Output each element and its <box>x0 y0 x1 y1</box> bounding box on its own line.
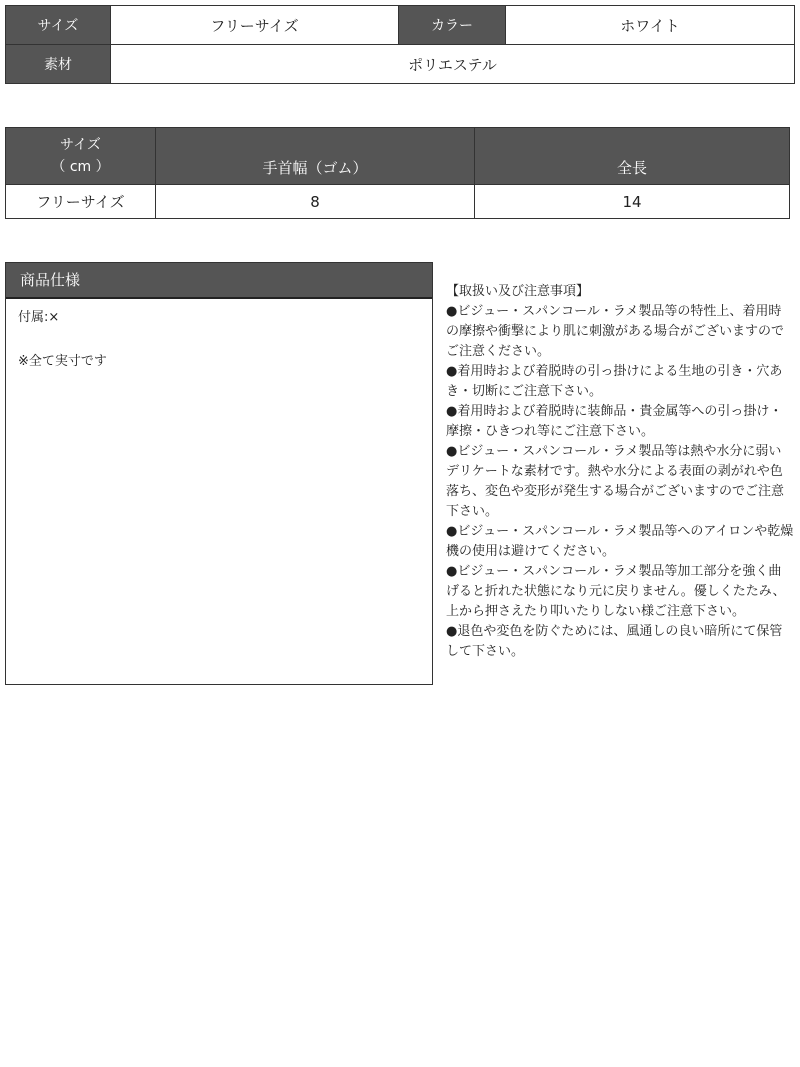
measurement-note: ※全て実寸です <box>18 354 107 369</box>
product-spec-body <box>6 299 432 407</box>
care-note-item: ●着用時および着脱時に装飾品・貴金属等への引っ掛け・摩擦・ひきつれ等にご注意下さい。 <box>446 404 783 439</box>
care-notes-title: 【取扱い及び注意事項】 <box>446 284 590 299</box>
size-header-unit: （ cm ） <box>51 159 110 175</box>
accessories-text: 付属:× <box>18 310 60 325</box>
size-header-line1: サイズ <box>60 137 101 153</box>
product-spec-title: 商品仕様 <box>6 263 432 299</box>
total-length-header: 全長 <box>475 128 790 185</box>
care-note-item: ●ビジュー・スパンコール・ラメ製品等へのアイロンや乾燥機の使用は避けてください。 <box>446 524 794 559</box>
care-note-item: ●ビジュー・スパンコール・ラメ製品等加工部分を強く曲げると折れた状態になり元に戻りません。優しくたたみ、上から押さえたり叩いたりしない様ご注意下さい。 <box>446 564 786 619</box>
care-notes <box>446 282 794 662</box>
spec-row-size-color <box>6 6 795 45</box>
row-size: フリーサイズ <box>6 185 156 219</box>
product-spec-box <box>5 262 433 685</box>
row-wrist-width: 8 <box>156 185 475 219</box>
care-note-item: ●ビジュー・スパンコール・ラメ製品等は熱や水分に弱いデリケートな素材です。熱や水分による表面の剥がれや色落ち、変色や変形が発生する場合がございますのでご注意下さい。 <box>446 444 785 519</box>
size-value: フリーサイズ <box>111 6 399 45</box>
color-label: カラー <box>399 6 506 45</box>
care-note-item: ●ビジュー・スパンコール・ラメ製品等の特性上、着用時の摩擦や衝撃により肌に刺激がある場合がございますのでご注意ください。 <box>446 304 785 359</box>
size-label: サイズ <box>6 6 111 45</box>
material-label: 素材 <box>6 45 111 84</box>
size-table <box>5 127 790 219</box>
color-value: ホワイト <box>506 6 795 45</box>
spec-row-material <box>6 45 795 84</box>
wrist-width-header: 手首幅（ゴム） <box>156 128 475 185</box>
spec-table <box>5 5 795 84</box>
row-total-length: 14 <box>475 185 790 219</box>
size-table-header <box>6 128 790 185</box>
material-value: ポリエステル <box>111 45 795 84</box>
care-note-item: ●退色や変色を防ぐためには、風通しの良い暗所にて保管して下さい。 <box>446 624 783 659</box>
table-row <box>6 185 790 219</box>
size-header <box>6 128 156 185</box>
care-note-item: ●着用時および着脱時の引っ掛けによる生地の引き・穴あき・切断にご注意下さい。 <box>446 364 783 399</box>
